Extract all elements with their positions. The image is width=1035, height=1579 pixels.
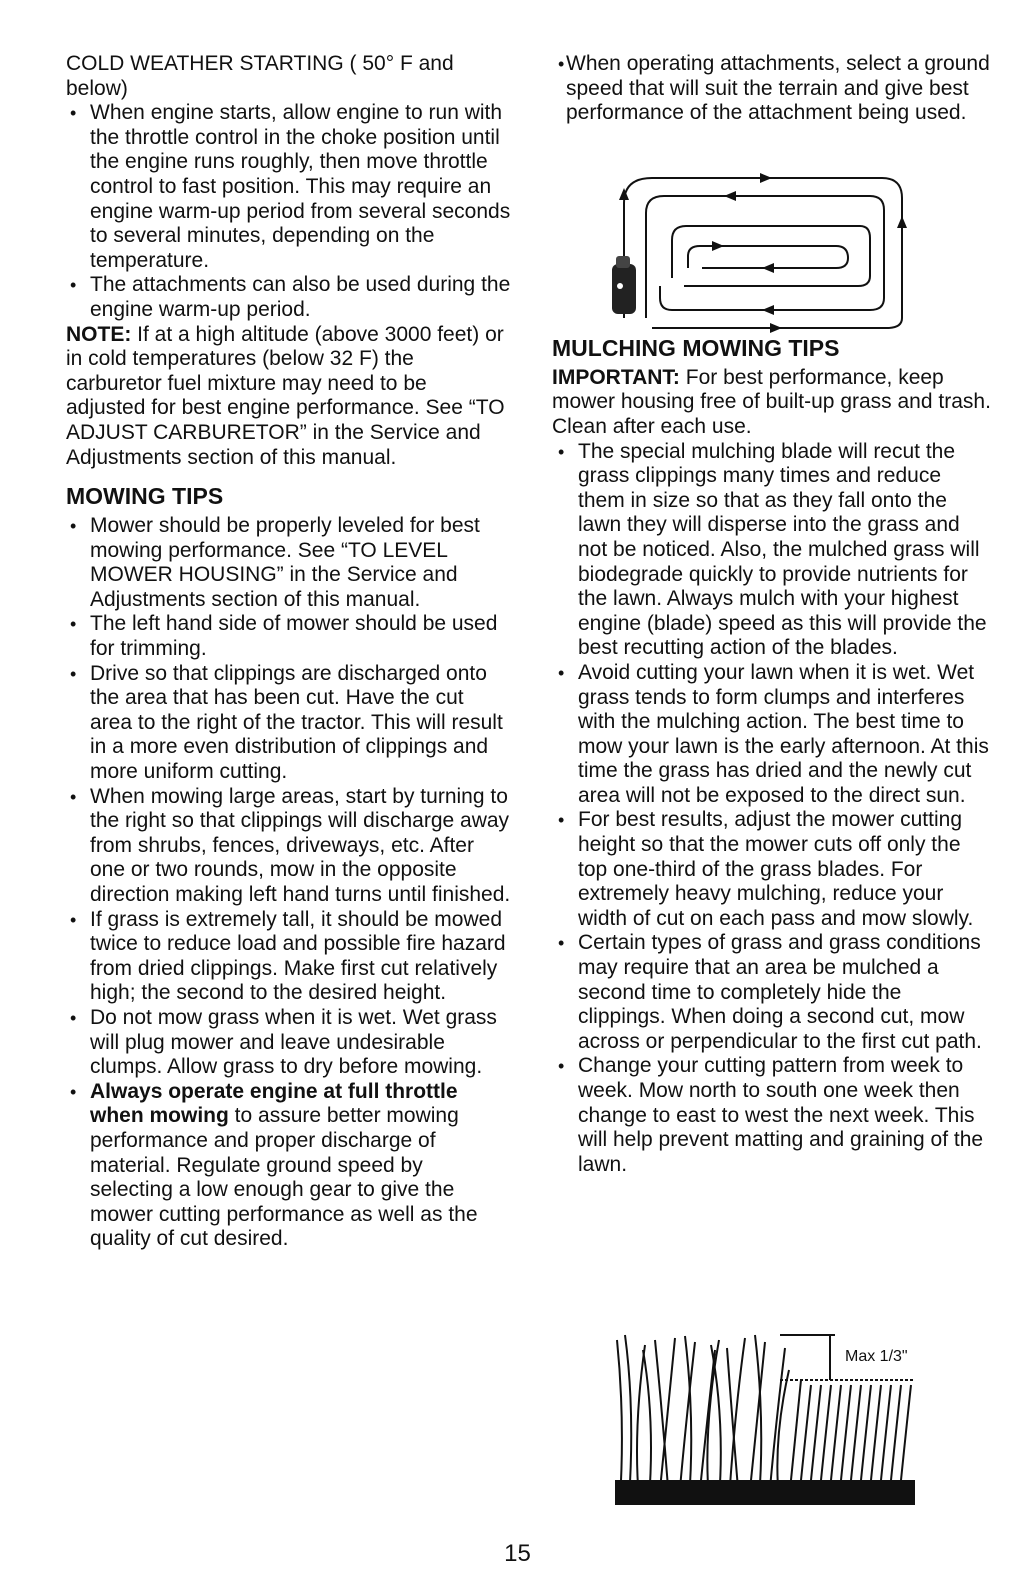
attachments-bullet: • When operating attachments, select a ground speed that will suit the terrain and give best performance of the attachment being used. [552,52,992,126]
mulch-bullet-1: • The special mulching blade will recut the grass clippings many times and reduce them in size so that as they fall onto the lawn they will disperse into the grass and not be noticed. Also, the mulched grass will biodegrade quickly to provide nutrients for the lawn. Always mulch with your highest engine (blade) speed as this will provide the best recutting action of the blades. [552,440,992,661]
cold-bullet-2: • The attachments can also be used during the engine warm-up period. [66,273,511,322]
important-paragraph [552,366,992,440]
mowing-bullet-2: • The left hand side of mower should be used for trimming. [66,612,511,661]
mowing-bullet-5: • If grass is extremely tall, it should be mowed twice to reduce load and possible fire hazard from dried clippings. Make first cut relatively high; the second to the desired height. [66,908,511,1006]
mowing-tips-heading: MOWING TIPS [66,483,224,510]
cold-bullet-1: • When engine starts, allow engine to run with the throttle control in the choke position until the engine runs roughly, then move throttle control to fast position. This may require an engine warm-up period from several seconds to several minutes, depending on the temperature. [66,101,511,273]
mowing-bullet-7 [66,1080,511,1252]
mowing-bullet-4: • When mowing large areas, start by turning to the right so that clippings will discharge away from shrubs, fences, driveways, etc. After one or two rounds, mow in the opposite direction making left hand turns until finished. [66,785,511,908]
mulching-tips-heading: MULCHING MOWING TIPS [552,334,840,361]
left-column [66,52,511,1252]
tractor-icon [612,256,636,314]
mulch-bullet-3: • For best results, adjust the mower cutting height so that the mower cuts off only the top one-third of the grass blades. For extremely heavy mulching, reduce your width of cut on each pass and mow slowly. [552,808,992,931]
mulch-bullet-4: • Certain types of grass and grass conditions may require that an area be mulched a second time to completely hide the clippings. When doing a second cut, mow across or perpendicular to the first cut path. [552,931,992,1054]
throttle-text: to assure better mowing performance and proper discharge of material. Regulate ground speed by selecting a low enough gear to give the mower cutting performance as well as the quality of cut desired. [90,1104,478,1251]
mowing-pattern-figure [612,168,912,333]
note-label: NOTE: [66,322,132,346]
note-text: If at a high altitude (above 3000 feet) or in cold temperatures (below 32 F) the carburetor fuel mixture may need to be adjusted for best engine performance. See “TO ADJUST CARBURETOR” in the Service and Adjustments section of this manual. [66,322,505,469]
cold-weather-heading: COLD WEATHER STARTING ( 50° F and below) [66,52,454,100]
max-one-third-label: Max 1/3" [845,1348,908,1365]
mulch-bullet-5: • Change your cutting pattern from week to week. Mow north to south one week then change to east to west the next week. This will help prevent matting and graining of the lawn. [552,1054,992,1177]
mulch-bullet-2: • Avoid cutting your lawn when it is wet. Wet grass tends to form clumps and interferes with the mulching action. The best time to mow your lawn is the early afternoon. At this time the grass has dried and the newly cut area will not be exposed to the direct sun. [552,661,992,809]
mowing-bullet-6: • Do not mow grass when it is wet. Wet grass will plug mower and leave undesirable clumps. Allow grass to dry before mowing. [66,1006,511,1080]
note-paragraph [66,323,511,471]
page-number: 15 [504,1540,531,1567]
mowing-bullet-3: • Drive so that clippings are discharged onto the area that has been cut. Have the cut area to the right of the tractor. This will result in a more even distribution of clippings and more uniform cutting. [66,662,511,785]
important-label: IMPORTANT: [552,365,680,389]
important-text: For best performance, keep mower housing free of built-up grass and trash. Clean after each use. [552,365,991,438]
throttle-bold-text: Always operate engine at full throttle when mowing [90,1079,458,1128]
mowing-bullet-1: • Mower should be properly leveled for best mowing performance. See “TO LEVEL MOWER HOUSING” in the Service and Adjustments section of this manual. [66,514,511,612]
